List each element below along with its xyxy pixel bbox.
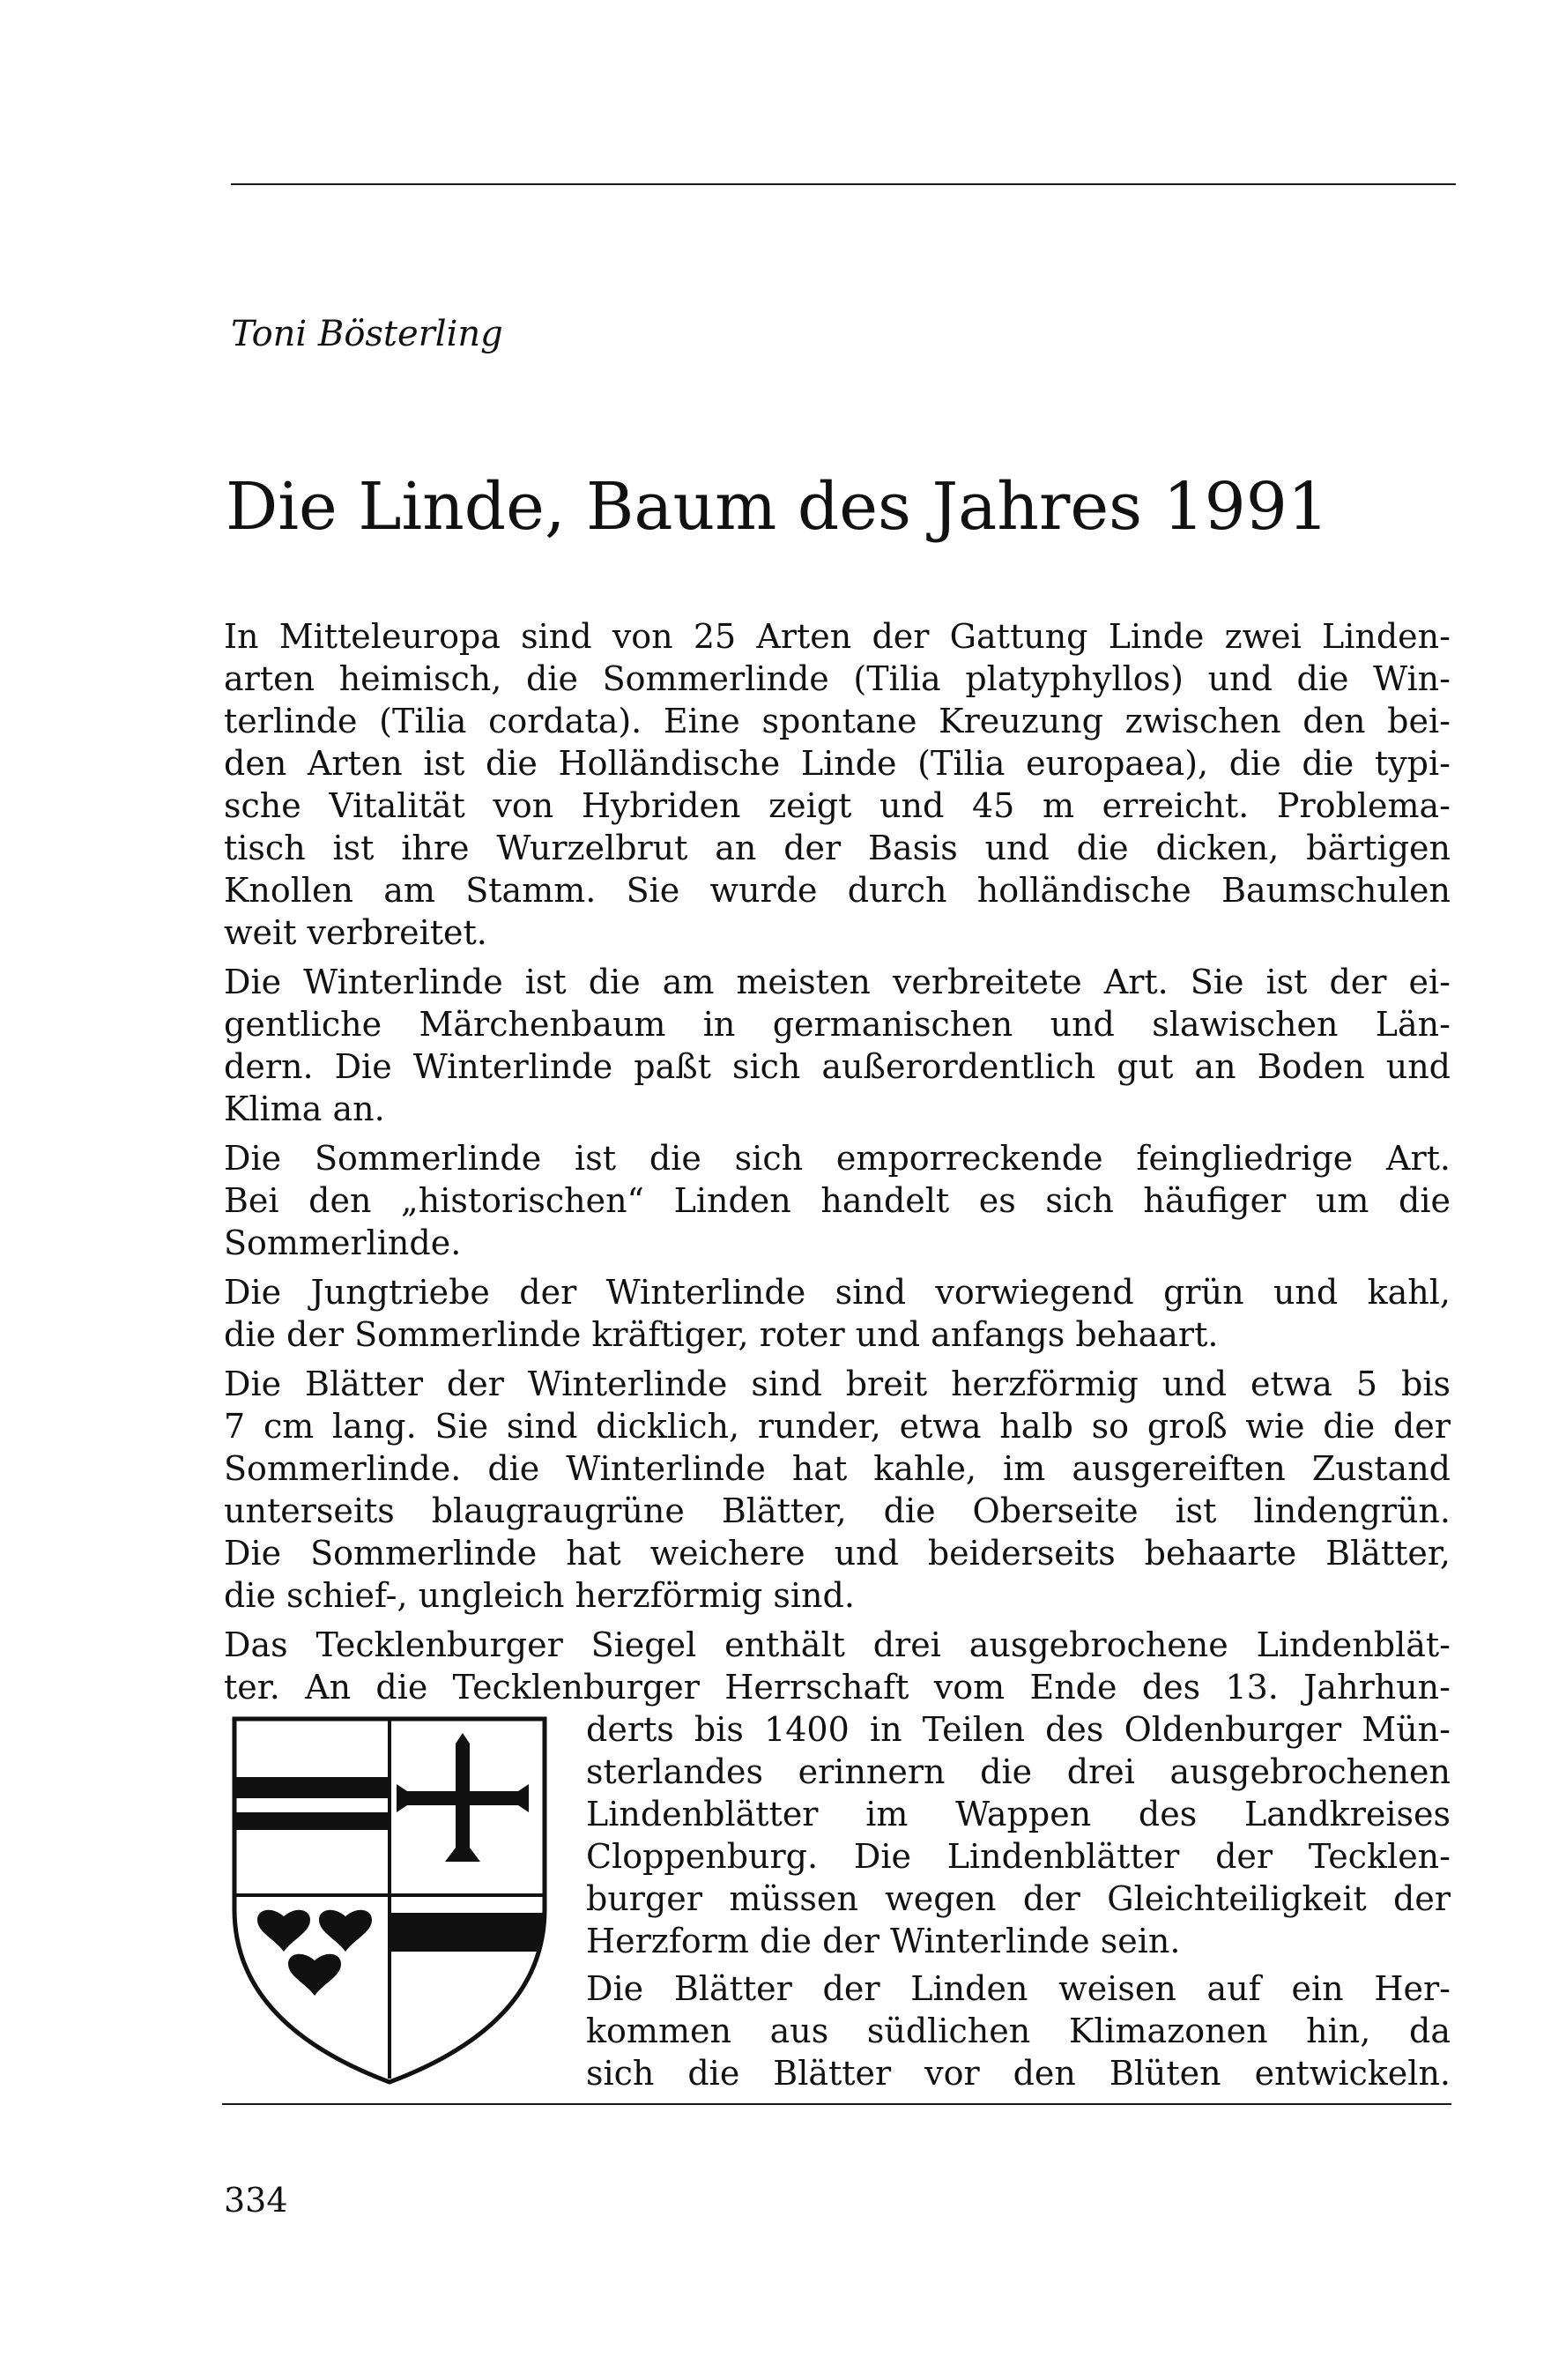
body-line: unterseits blaugraugrüne Blätter, die Oberseite ist lindengrün. [224, 1491, 1451, 1530]
body-line: Das Tecklenburger Siegel enthält drei ausgebrochene Lindenblät- [224, 1625, 1451, 1664]
body-line: kommen aus südlichen Klimazonen hin, da [586, 2012, 1451, 2050]
body-line: Cloppenburg. Die Lindenblätter der Tecklen- [586, 1837, 1451, 1876]
body-line: die schief-, ungleich herzförmig sind. [224, 1576, 855, 1615]
body-line: Die Sommerlinde hat weichere und beiderseits behaarte Blätter, [224, 1534, 1451, 1573]
body-line: 7 cm lang. Sie sind dicklich, runder, etwa halb so groß wie die der [224, 1407, 1451, 1446]
coat-of-arms-icon [231, 1715, 548, 2086]
body-line: sich die Blätter vor den Blüten entwickeln. [586, 2054, 1451, 2093]
body-line: arten heimisch, die Sommerlinde (Tilia platyphyllos) und die Win- [224, 659, 1451, 698]
body-line: Die Blätter der Winterlinde sind breit herzförmig und etwa 5 bis [224, 1365, 1451, 1403]
body-line: derts bis 1400 in Teilen des Oldenburger Mün- [586, 1710, 1451, 1749]
body-line: Die Winterlinde ist die am meisten verbreitete Art. Sie ist der ei- [224, 963, 1451, 1001]
body-line: Herzform die der Winterlinde sein. [586, 1922, 1181, 1960]
body-line: die der Sommerlinde kräftiger, roter und anfangs behaart. [224, 1315, 1219, 1354]
body-line: dern. Die Winterlinde paßt sich außerordentlich gut an Boden und [224, 1047, 1451, 1086]
top-rule [231, 183, 1456, 185]
page-number: 334 [224, 2181, 288, 2220]
body-line: gentliche Märchenbaum in germanischen und slawischen Län- [224, 1005, 1451, 1044]
body-line: ter. An die Tecklenburger Herrschaft vom Ende des 13. Jahrhun- [224, 1668, 1451, 1707]
body-line: tisch ist ihre Wurzelbrut an der Basis und die dicken, bärtigen [224, 829, 1451, 867]
body-line: In Mitteleuropa sind von 25 Arten der Gattung Linde zwei Linden- [224, 617, 1451, 656]
body-line: terlinde (Tilia cordata). Eine spontane Kreuzung zwischen den bei- [224, 702, 1451, 740]
body-line: Klima an. [224, 1090, 385, 1128]
body-line: weit verbreitet. [224, 913, 487, 952]
body-line: Lindenblätter im Wappen des Landkreises [586, 1795, 1451, 1833]
body-line: sterlandes erinnern die drei ausgebrochenen [586, 1752, 1451, 1791]
body-line: Sommerlinde. [224, 1223, 462, 1262]
author-name: Toni Bösterling [231, 314, 503, 354]
bottom-rule [222, 2103, 1451, 2105]
body-line: den Arten ist die Holländische Linde (Tilia europaea), die die typi- [224, 744, 1451, 783]
body-line: sche Vitalität von Hybriden zeigt und 45 m erreicht. Problema- [224, 786, 1451, 825]
body-line: Die Blätter der Linden weisen auf ein Her- [586, 1969, 1451, 2008]
body-line: Die Sommerlinde ist die sich emporreckende feingliedrige Art. [224, 1139, 1451, 1178]
body-line: burger müssen wegen der Gleichteiligkeit der [586, 1879, 1451, 1918]
body-line: Sommerlinde. die Winterlinde hat kahle, im ausgereiften Zustand [224, 1449, 1451, 1488]
body-line: Bei den „historischen“ Linden handelt es sich häufiger um die [224, 1181, 1451, 1220]
body-line: Knollen am Stamm. Sie wurde durch holländische Baumschulen [224, 871, 1451, 910]
article-title: Die Linde, Baum des Jahres 1991 [226, 469, 1329, 545]
body-line: Die Jungtriebe der Winterlinde sind vorwiegend grün und kahl, [224, 1273, 1451, 1312]
